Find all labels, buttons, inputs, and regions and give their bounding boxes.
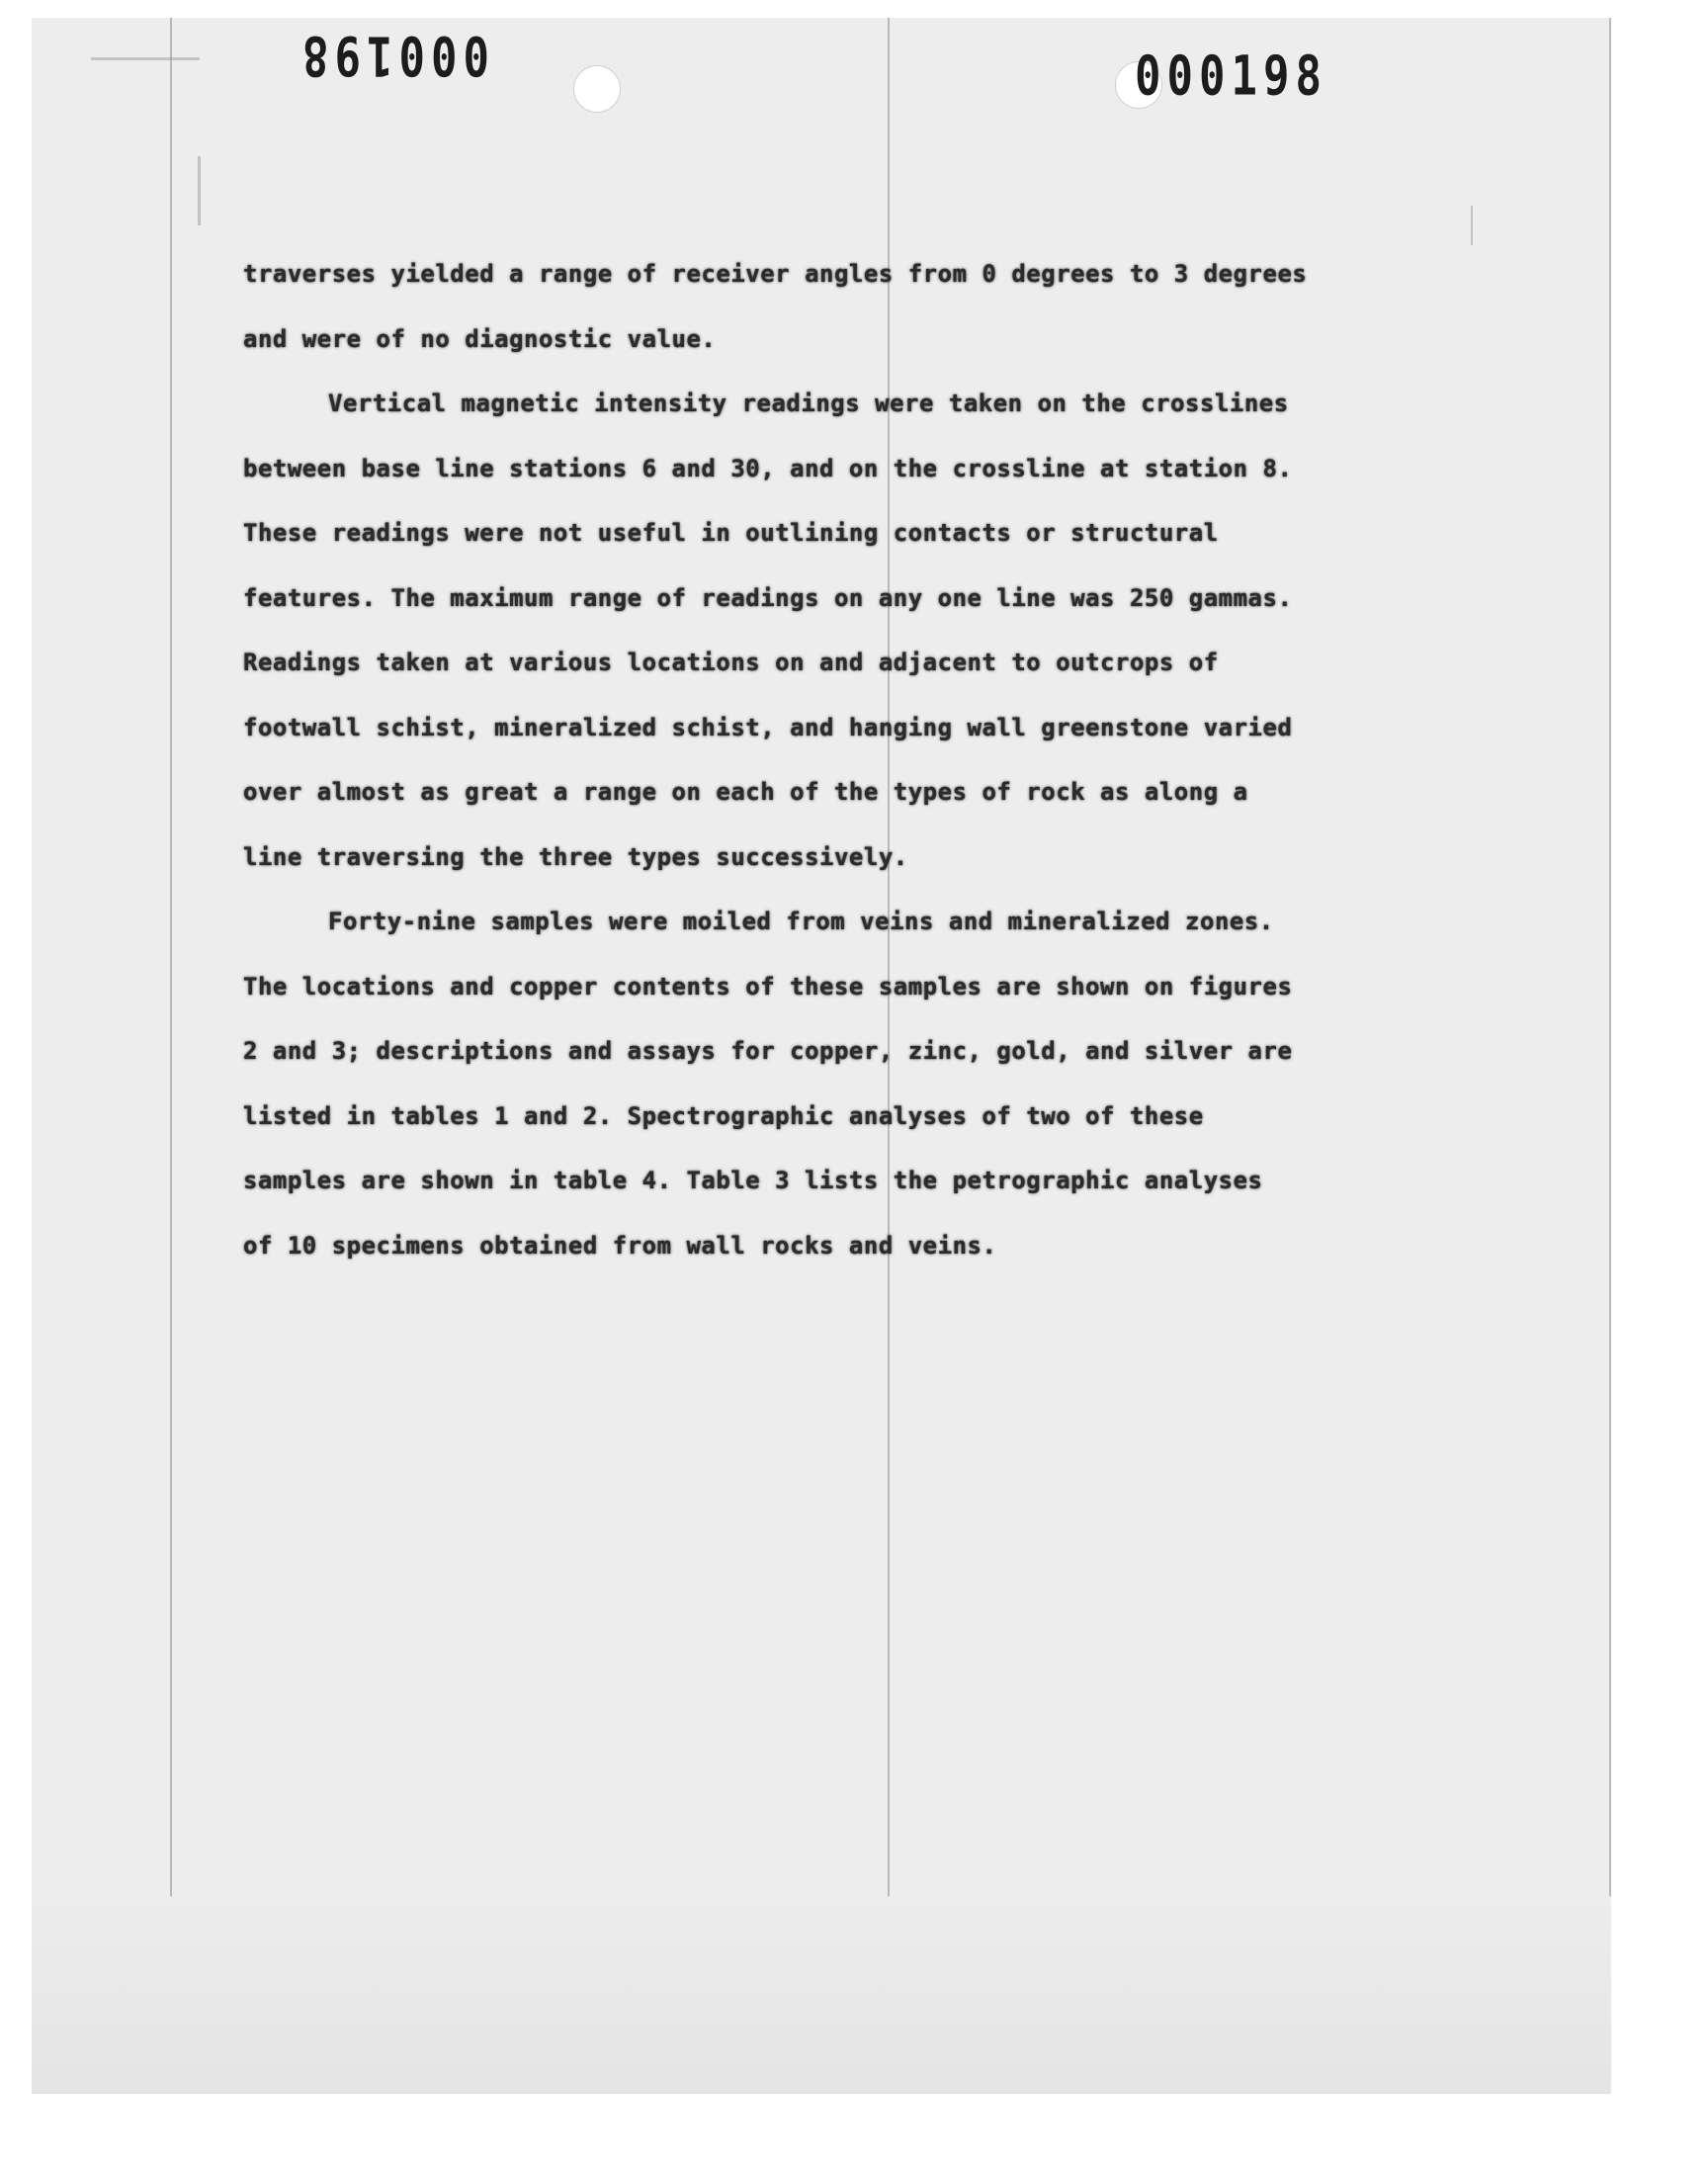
text-line: features. The maximum range of readings on any one line was 250 gammas.: [243, 583, 1293, 612]
paragraph: [243, 372, 1489, 890]
text-line: footwall schist, mineralized schist, and hanging wall greenstone varied: [243, 713, 1293, 741]
smudge: [198, 156, 201, 225]
smudge: [1471, 206, 1473, 245]
text-line: traverses yielded a range of receiver angles from 0 degrees to 3 degrees: [243, 260, 1308, 288]
scan-line: [170, 18, 172, 2094]
bates-stamp: 000198: [1135, 44, 1327, 109]
scan-line: [1609, 18, 1611, 2094]
text-line: and were of no diagnostic value.: [243, 324, 717, 353]
text-line: Readings taken at various locations on and adjacent to outcrops of: [243, 649, 1219, 676]
text-line: Vertical magnetic intensity readings were taken on the crosslines: [328, 390, 1289, 417]
text-line: The locations and copper contents of these samples are shown on figures: [243, 972, 1293, 1000]
punch-hole: [573, 65, 621, 113]
text-line: samples are shown in table 4. Table 3 lists the petrographic analyses: [243, 1167, 1263, 1194]
bates-stamp-inverted: 000198: [297, 23, 489, 87]
text-line: line traversing the three types successively.: [243, 842, 908, 871]
text-line: Forty-nine samples were moiled from veins and mineralized zones.: [328, 908, 1274, 935]
paragraph: [243, 890, 1489, 1278]
text-line: These readings were not useful in outlining contacts or structural: [243, 519, 1219, 547]
smudge: [91, 57, 200, 60]
text-line: between base line stations 6 and 30, and on the crossline at station 8.: [243, 454, 1293, 482]
paragraph: [243, 242, 1489, 372]
text-line: over almost as great a range on each of the types of rock as along a: [243, 778, 1248, 806]
text-line: 2 and 3; descriptions and assays for copper, zinc, gold, and silver are: [243, 1037, 1293, 1065]
text-line: of 10 specimens obtained from wall rocks and veins.: [243, 1231, 997, 1260]
document-body: [243, 242, 1489, 1278]
text-line: listed in tables 1 and 2. Spectrographic analyses of two of these: [243, 1101, 1204, 1130]
scan-shadow: [32, 1896, 1611, 2094]
